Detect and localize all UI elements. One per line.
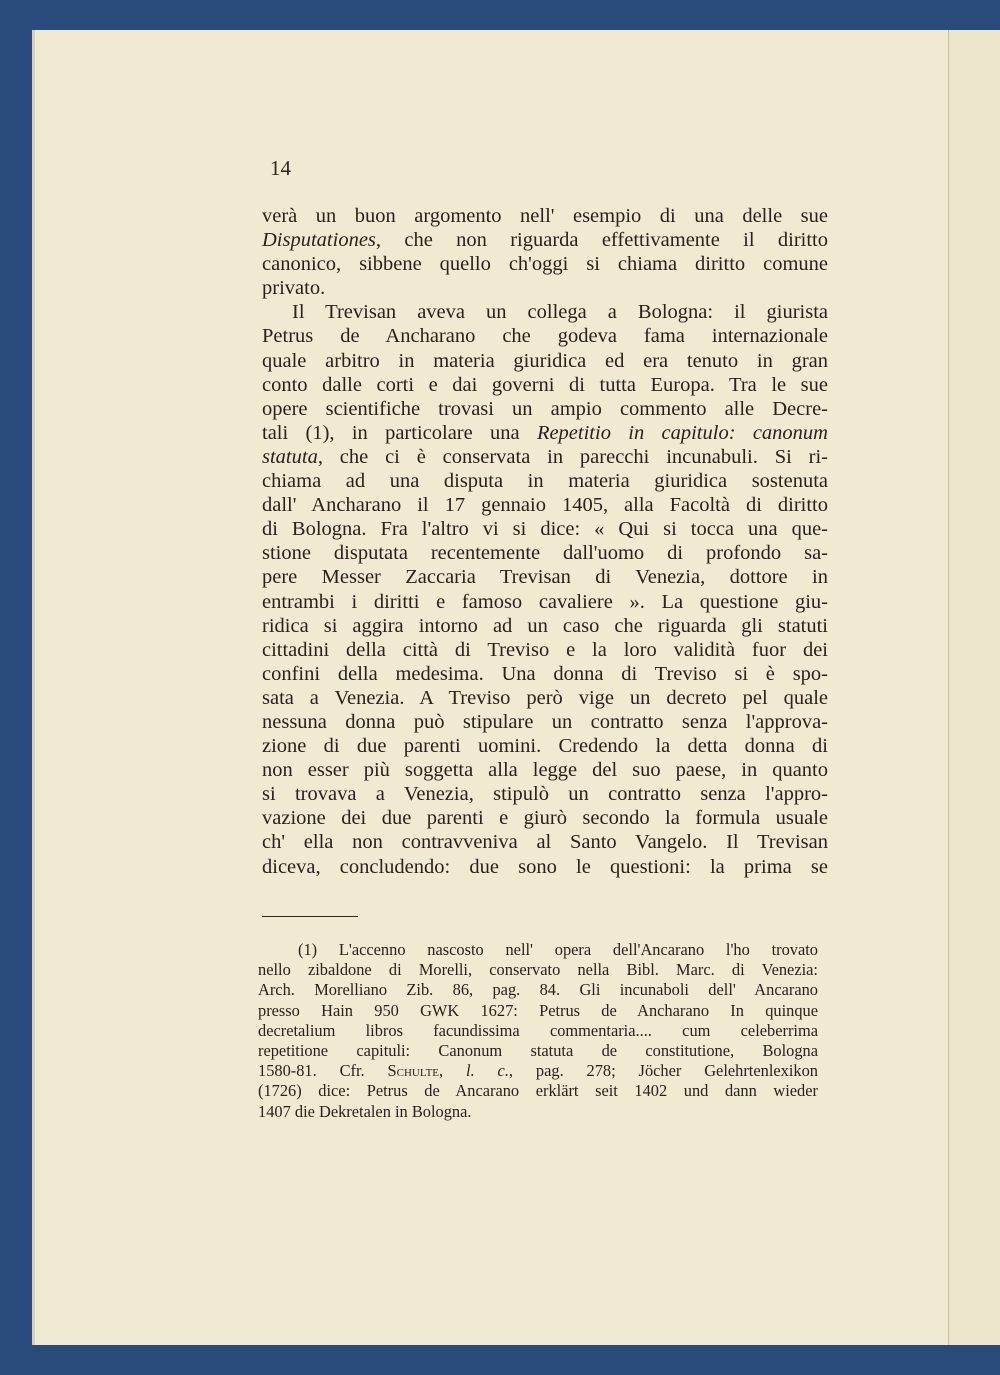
text-line: dall' Ancharano il 17 gennaio 1405, alla Facoltà di diritto — [262, 494, 828, 517]
text-line: chiama ad una disputa in materia giuridica sostenuta — [262, 470, 828, 493]
text-line: vazione dei due parenti e giurò secondo la formula usuale — [262, 807, 828, 830]
footnote-line: nello zibaldone di Morelli, conservato nella Bibl. Marc. di Venezia: — [258, 960, 818, 980]
text-line: Disputationes, che non riguarda effettivamente il diritto — [262, 229, 828, 252]
text-line: stione disputata recentemente dall'uomo di profondo sa- — [262, 542, 828, 565]
main-text — [262, 204, 828, 879]
citation-abbrev: l. c. — [466, 1061, 509, 1081]
italic-title: statuta — [262, 445, 318, 468]
page-number: 14 — [270, 156, 291, 180]
text-line: verà un buon argomento nell' esempio di una delle sue — [262, 205, 828, 227]
text-line: si trovava a Venezia, stipulò un contratto senza l'appro- — [262, 783, 828, 806]
footnote-line: repetitione capituli: Canonum statuta de constitutione, Bologna — [258, 1041, 818, 1061]
footnote-line: 1580-81. Cfr. Schulte, l. c., pag. 278; Jöcher Gelehrtenlexikon — [258, 1061, 818, 1081]
footnote-line: presso Hain 950 GWK 1627: Petrus de Ancharano In quinque — [258, 1000, 818, 1020]
text-line: ch' ella non contravveniva al Santo Vangelo. Il Trevisan — [262, 831, 828, 854]
text-line: quale arbitro in materia giuridica ed era tenuto in gran — [262, 349, 828, 372]
footnote-line: (1) L'accenno nascosto nell' opera dell'Ancarano l'ho trovato — [298, 940, 818, 959]
text-line: statuta, che ci è conservata in parecchi incunabuli. Si ri- — [262, 445, 828, 468]
text-line: canonico, sibbene quello ch'oggi si chiama diritto comune — [262, 253, 828, 276]
text-line: confini della medesima. Una donna di Treviso si è spo- — [262, 662, 828, 685]
text-line: cittadini della città di Treviso e la loro validità fuor dei — [262, 638, 828, 661]
text-line: nessuna donna può stipulare un contratto senza l'approva- — [262, 710, 828, 733]
italic-title: Disputationes — [262, 229, 376, 252]
text-line: zione di due parenti uomini. Credendo la detta donna di — [262, 735, 828, 758]
footnote-line: 1407 die Dekretalen in Bologna. — [258, 1101, 472, 1121]
text-line: pere Messer Zaccaria Trevisan di Venezia, dottore in — [262, 566, 828, 589]
text-line: conto dalle corti e dai governi di tutta Europa. Tra le sue — [262, 373, 828, 396]
text-line: entrambi i diritti e famoso cavaliere ». La questione giu- — [262, 590, 828, 613]
next-page-edge — [948, 30, 1000, 1345]
footnote-line: (1726) dice: Petrus de Ancarano erklärt seit 1402 und dann wieder — [258, 1081, 818, 1101]
text-line: opere scientifiche trovasi un ampio commento alle Decre- — [262, 397, 828, 420]
text-line: non esser più soggetta alla legge del suo paese, in quanto — [262, 759, 828, 782]
text-line: ridica si aggira intorno ad un caso che riguarda gli statuti — [262, 614, 828, 637]
text-line: di Bologna. Fra l'altro vi si dice: « Qui si tocca una que- — [262, 518, 828, 541]
text-line: privato. — [262, 277, 326, 300]
author-name: Schulte — [387, 1061, 440, 1081]
text-line: diceva, concludendo: due sono le questioni: la prima se — [262, 855, 828, 878]
footnote-divider — [262, 916, 358, 917]
italic-title: Repetitio in capitulo: canonum — [536, 421, 828, 444]
footnote — [258, 940, 818, 1122]
text-line: Petrus de Ancharano che godeva fama internazionale — [262, 325, 828, 348]
footnote-line: decretalium libros facundissima commentaria.... cum celeberrima — [258, 1020, 818, 1040]
text-line: tali (1), in particolare una Repetitio in capitulo: canonum — [262, 421, 828, 444]
footnote-line: Arch. Morelliano Zib. 86, pag. 84. Gli incunaboli dell' Ancarano — [258, 980, 818, 1000]
text-line: sata a Venezia. A Treviso però vige un decreto pel quale — [262, 686, 828, 709]
text-line: Il Trevisan aveva un collega a Bologna: il giurista — [292, 301, 828, 324]
